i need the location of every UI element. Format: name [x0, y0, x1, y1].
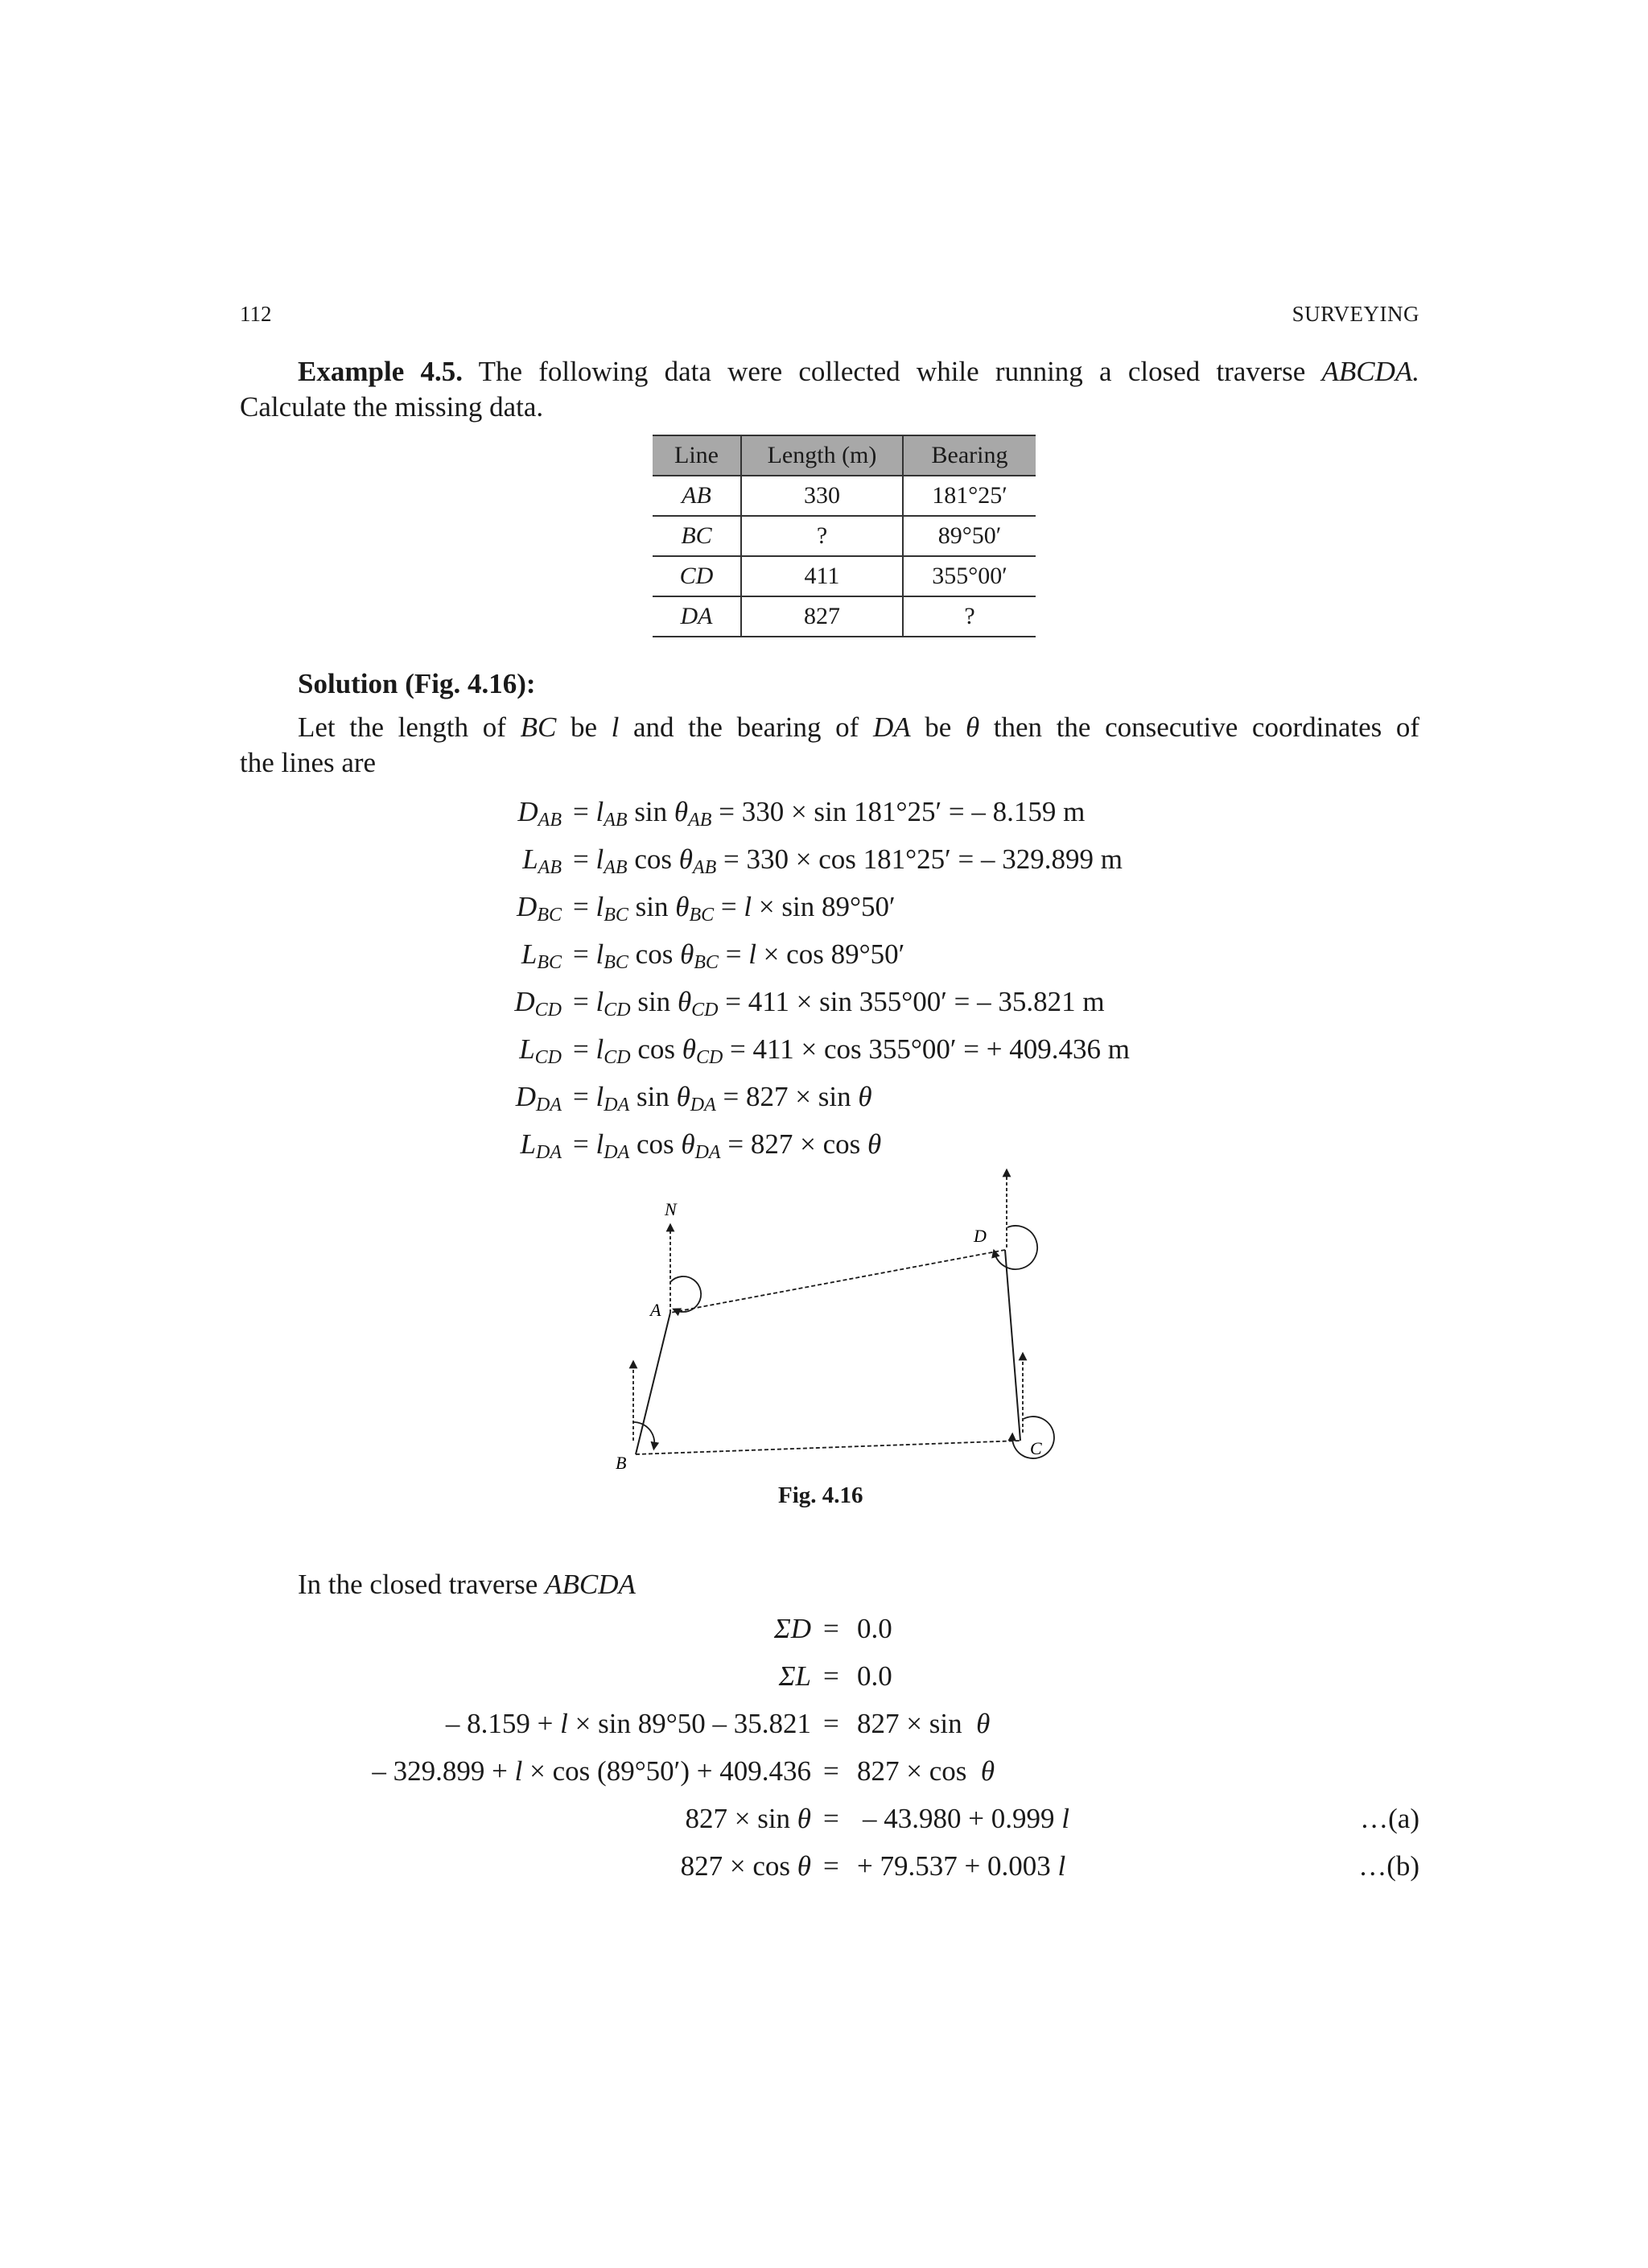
length-symbol: l — [595, 938, 604, 970]
table-cell: 181°25′ — [903, 476, 1036, 516]
eqa-lhs: 827 × sin — [685, 1803, 791, 1834]
equation-variable: L — [522, 843, 538, 875]
traverse-figure — [595, 1163, 1062, 1469]
equation-subscript: AB — [538, 810, 562, 831]
sum-equation-3 — [0, 1706, 1648, 1742]
bearing-arc-d — [995, 1226, 1037, 1269]
closed-traverse-intro — [298, 1569, 636, 1601]
equation-lhs — [519, 1032, 562, 1075]
eq4-lhs-b: × cos (89°50′) + 409.436 — [529, 1755, 811, 1787]
theta-symbol: θ — [676, 1081, 690, 1112]
equals-sign: = — [823, 1660, 839, 1692]
equation-text: = 330 × cos 181°25′ = – 329.899 m — [716, 843, 1123, 875]
intro-text: and the bearing of — [633, 711, 859, 743]
column-header-bearing: Bearing — [903, 435, 1036, 476]
table-cell: AB — [682, 482, 711, 509]
bearing-arc-a — [670, 1276, 701, 1312]
theta-symbol: θ — [681, 1128, 695, 1160]
table-cell: 411 — [741, 556, 903, 596]
sum-d-rhs: 0.0 — [857, 1613, 892, 1644]
theta-symbol: θ — [682, 1033, 696, 1065]
sum-equation-4 — [0, 1754, 1648, 1789]
table-row — [653, 596, 1036, 637]
equation-subscript: BC — [537, 905, 562, 926]
traverse-data-table — [653, 435, 1036, 637]
equation-variable: L — [519, 1033, 535, 1065]
equation-lhs — [517, 889, 562, 933]
intro-theta: θ — [965, 711, 980, 743]
equals-sign: = — [823, 1708, 839, 1739]
page-number: 112 — [240, 302, 272, 326]
eq4-l: l — [514, 1755, 523, 1787]
sum-equation-b — [0, 1849, 1648, 1884]
length-symbol: l — [595, 1081, 604, 1112]
eq4-theta: θ — [980, 1755, 995, 1787]
sum-l-lhs: ΣL — [778, 1660, 811, 1692]
sum-equation-l — [0, 1659, 1648, 1694]
equation-subscript: BC — [604, 952, 628, 973]
equation-rhs — [573, 794, 1085, 838]
equation-lhs — [517, 794, 562, 838]
equation-text: cos — [628, 938, 681, 970]
coordinate-equation — [0, 794, 1648, 830]
equation-variable: L — [521, 938, 538, 970]
table-cell: 330 — [741, 476, 903, 516]
equation-text: = — [573, 1033, 596, 1065]
example-text: The following data were collected while running a closed traverse — [478, 356, 1306, 387]
table-row — [653, 516, 1036, 556]
equation-text: = — [718, 938, 749, 970]
intro-text: be — [570, 711, 597, 743]
eq3-lhs-b: × sin 89°50 – 35.821 — [575, 1708, 811, 1739]
equation-subscript: CD — [695, 1047, 723, 1068]
equation-rhs — [573, 889, 896, 933]
equation-rhs — [573, 1079, 872, 1123]
sum-l-rhs: 0.0 — [857, 1660, 892, 1692]
equation-text: = — [573, 891, 596, 922]
label-station-d: D — [974, 1226, 987, 1246]
equation-subscript: CD — [534, 1047, 562, 1068]
equation-subscript: DA — [690, 1095, 716, 1115]
example-line-2: Calculate the missing data. — [240, 391, 544, 423]
equation-text: × cos 89°50′ — [756, 938, 905, 970]
eq3-l: l — [560, 1708, 568, 1739]
equation-subscript: AB — [604, 857, 628, 878]
table-cell: CD — [679, 563, 714, 589]
equation-subscript: BC — [694, 952, 719, 973]
equation-subscript: AB — [538, 857, 562, 878]
equation-lhs — [521, 937, 562, 980]
equation-variable: D — [517, 796, 538, 827]
equation-subscript: DA — [694, 1142, 721, 1163]
equation-tag-a: …(a) — [1360, 1803, 1419, 1834]
equation-text: = 827 × sin — [715, 1081, 859, 1112]
intro-l: l — [611, 711, 620, 743]
length-symbol: l — [744, 891, 752, 922]
equation-subscript: CD — [604, 1047, 631, 1068]
length-symbol: l — [595, 986, 604, 1017]
equation-text: = — [573, 843, 596, 875]
equation-subscript: BC — [604, 905, 628, 926]
equation-text: cos — [627, 843, 679, 875]
equation-rhs — [573, 937, 904, 980]
closed-traverse-name: ABCDA — [545, 1569, 636, 1600]
equation-variable: D — [517, 891, 538, 922]
eqb-rhs: + 79.537 + 0.003 — [857, 1850, 1051, 1882]
equation-subscript: BC — [689, 905, 715, 926]
equation-text: = — [573, 796, 596, 827]
table-row — [653, 476, 1036, 516]
coordinate-equation — [0, 937, 1648, 972]
equation-text: sin — [629, 1081, 677, 1112]
intro-line-2: the lines are — [240, 747, 377, 778]
table-cell: BC — [681, 522, 712, 549]
length-symbol: l — [595, 1033, 604, 1065]
traverse-name: ABCDA. — [1321, 356, 1420, 387]
label-station-a: A — [650, 1300, 661, 1320]
eq3-lhs-a: – 8.159 + — [445, 1708, 554, 1739]
equation-subscript: DA — [536, 1095, 562, 1115]
theta-symbol: θ — [677, 986, 692, 1017]
column-header-line: Line — [653, 435, 741, 476]
equation-lhs — [516, 1079, 562, 1123]
theta-symbol: θ — [867, 1128, 882, 1160]
equation-subscript: AB — [688, 810, 712, 831]
equation-variable: D — [515, 1081, 536, 1112]
line-ab — [636, 1313, 670, 1454]
example-paragraph — [240, 354, 1419, 425]
eqb-lhs: 827 × cos — [680, 1850, 791, 1882]
eq3-rhs: 827 × sin — [857, 1708, 962, 1739]
equation-rhs — [573, 842, 1123, 885]
theta-symbol: θ — [680, 938, 694, 970]
equals-sign: = — [823, 1755, 839, 1787]
closed-text: In the closed traverse — [298, 1569, 538, 1600]
equation-text: = 411 × sin 355°00′ = – 35.821 m — [718, 986, 1105, 1017]
intro-da: DA — [872, 711, 911, 743]
line-bc — [636, 1441, 1020, 1454]
solution-heading: Solution (Fig. 4.16): — [298, 668, 536, 699]
equation-text: = — [573, 1081, 596, 1112]
equation-variable: L — [520, 1128, 536, 1160]
length-symbol: l — [595, 1128, 604, 1160]
length-symbol: l — [595, 843, 604, 875]
theta-symbol: θ — [678, 843, 693, 875]
label-station-b: B — [616, 1453, 627, 1469]
line-cd — [1005, 1250, 1020, 1441]
equation-lhs — [522, 842, 562, 885]
equation-text: = 827 × cos — [720, 1128, 867, 1160]
equation-text: sin — [628, 891, 676, 922]
intro-text: then the consecutive coordinates of — [993, 711, 1420, 743]
equation-tag-b: …(b) — [1358, 1850, 1419, 1882]
coordinate-equation — [0, 1127, 1648, 1162]
equation-text: = — [714, 891, 744, 922]
equals-sign: = — [823, 1803, 839, 1834]
coordinate-equation — [0, 889, 1648, 925]
equation-subscript: CD — [534, 1000, 562, 1021]
table-header-row — [653, 435, 1036, 476]
equation-subscript: DA — [536, 1142, 562, 1163]
eqa-theta: θ — [797, 1803, 811, 1834]
equation-subscript: DA — [604, 1142, 630, 1163]
eq4-lhs-a: – 329.899 + — [372, 1755, 508, 1787]
length-symbol: l — [748, 938, 756, 970]
table-row — [653, 556, 1036, 596]
line-da — [670, 1250, 1005, 1313]
example-line-1 — [240, 354, 1419, 390]
label-station-c: C — [1030, 1438, 1042, 1458]
equation-text: sin — [630, 986, 678, 1017]
table-cell: ? — [741, 516, 903, 556]
eqb-l: l — [1057, 1850, 1066, 1882]
equation-text: cos — [629, 1128, 682, 1160]
equation-text: = 330 × sin 181°25′ = – 8.159 m — [711, 796, 1086, 827]
coordinate-equation — [0, 1032, 1648, 1067]
equation-lhs — [514, 984, 562, 1028]
table-cell: DA — [680, 603, 713, 629]
eqa-rhs: – 43.980 + 0.999 — [863, 1803, 1055, 1834]
equation-text: = — [573, 1128, 596, 1160]
label-north: N — [665, 1199, 677, 1219]
eqa-l: l — [1061, 1803, 1069, 1834]
eqb-theta: θ — [797, 1850, 811, 1882]
equation-variable: D — [514, 986, 535, 1017]
equation-subscript: BC — [537, 952, 562, 973]
sum-equation-a — [0, 1801, 1648, 1837]
eq4-rhs: 827 × cos — [857, 1755, 967, 1787]
equation-rhs — [573, 984, 1105, 1028]
intro-text: be — [925, 711, 952, 743]
sum-equation-d — [0, 1611, 1648, 1647]
equation-subscript: AB — [604, 810, 628, 831]
intro-line-1 — [240, 710, 1419, 745]
equation-subscript: CD — [604, 1000, 631, 1021]
equation-text: = — [573, 986, 596, 1017]
running-head: SURVEYING — [1292, 302, 1419, 326]
column-header-length: Length (m) — [741, 435, 903, 476]
eq3-theta: θ — [976, 1708, 991, 1739]
length-symbol: l — [595, 891, 604, 922]
equation-lhs — [521, 1127, 562, 1170]
figure-caption: Fig. 4.16 — [778, 1482, 863, 1508]
equation-subscript: DA — [604, 1095, 630, 1115]
table-cell: 827 — [741, 596, 903, 637]
equation-text: cos — [630, 1033, 682, 1065]
coordinate-equation — [0, 1079, 1648, 1115]
theta-symbol: θ — [674, 796, 689, 827]
equals-sign: = — [823, 1850, 839, 1882]
intro-bc: BC — [520, 711, 557, 743]
equation-text: = 411 × cos 355°00′ = + 409.436 m — [723, 1033, 1130, 1065]
table-cell: 89°50′ — [903, 516, 1036, 556]
coordinate-equation — [0, 842, 1648, 877]
equals-sign: = — [823, 1613, 839, 1644]
equation-rhs — [573, 1032, 1130, 1075]
length-symbol: l — [595, 796, 604, 827]
equation-text: sin — [627, 796, 674, 827]
table-cell: 355°00′ — [903, 556, 1036, 596]
bearing-arc-b — [633, 1422, 654, 1446]
sum-d-lhs: ΣD — [773, 1613, 811, 1644]
intro-paragraph — [240, 710, 1419, 781]
equation-subscript: AB — [692, 857, 717, 878]
theta-symbol: θ — [675, 891, 690, 922]
equation-text: = — [573, 938, 596, 970]
table-cell: ? — [903, 596, 1036, 637]
equation-text: × sin 89°50′ — [752, 891, 896, 922]
theta-symbol: θ — [858, 1081, 872, 1112]
intro-text: Let the length of — [298, 711, 506, 743]
example-label: Example 4.5. — [298, 356, 463, 387]
equation-subscript: CD — [691, 1000, 719, 1021]
coordinate-equation — [0, 984, 1648, 1020]
